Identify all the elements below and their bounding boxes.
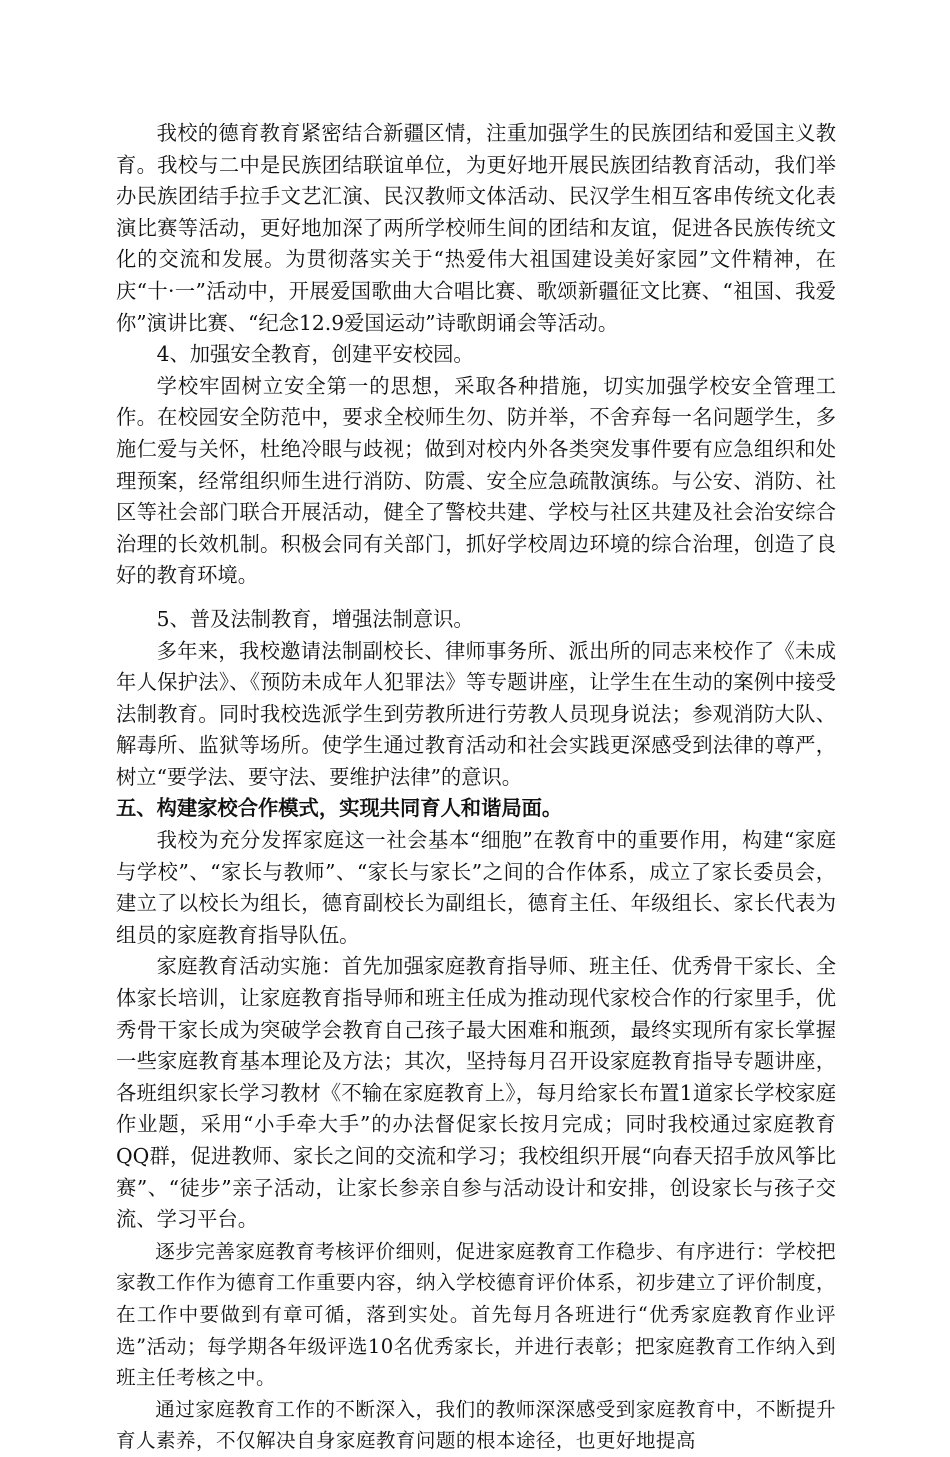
paragraph-evaluation-rules: 逐步完善家庭教育考核评价细则，促进家庭教育工作稳步、有序进行：学校把家教工作作为德育工作重要内容，纳入学校德育评价体系，初步建立了评价制度，在工作中要做到有章可循，落到实处。首先每月各班进行“优秀家庭教育作业评选”活动；每学期各年级评选10名优秀家长，并进行表彰；把家庭教育工作纳入到班主任考核之中。 — [116, 1239, 836, 1390]
paragraph-conclusion: 通过家庭教育工作的不断深入，我们的教师深深感受到家庭教育中，不断提升育人素养，不仅解决自身家庭教育问题的根本途径，也更好地提高 — [116, 1397, 836, 1453]
subheading-legal-education: 5、普及法制教育，增强法制意识。 — [156, 606, 474, 631]
paragraph-patriotic-education: 我校的德育教育紧密结合新疆区情，注重加强学生的民族团结和爱国主义教育。我校与二中是民族团结联谊单位，为更好地开展民族团结教育活动，我们举办民族团结手拉手文艺汇演、民汉教师文体活动、民汉学生相互客串传统文化表演比赛等活动，更好地加深了两所学校师生间的团结和友谊，促进各民族传统文化的交流和发展。为贯彻落实关于“热爱伟大祖国建设美好家园”文件精神，在庆“十·一”活动中，开展爱国歌曲大合唱比赛、歌颂新疆征文比赛、“祖国、我爱你”演讲比赛、“纪念12.9爱国运动”诗歌朗诵会等活动。 — [116, 121, 836, 335]
subheading-safety-education: 4、加强安全教育，创建平安校园。 — [156, 342, 474, 367]
paragraph-home-school-system: 我校为充分发挥家庭这一社会基本“细胞”在教育中的重要作用，构建“家庭与学校”、“家长与教师”、“家长与家长”之间的合作体系，成立了家长委员会，建立了以校长为组长，德育副校长为副组长，德育主任、年级组长、家长代表为组员的家庭教育指导队伍。 — [116, 828, 836, 947]
document-body — [116, 118, 836, 1457]
paragraph-safety-education: 学校牢固树立安全第一的思想，采取各种措施，切实加强学校安全管理工作。在校园安全防范中，要求全校师生勿、防并举，不舍弃每一名问题学生，多施仁爱与关怀，杜绝冷眼与歧视；做到对校内外各类突发事件要有应急组织和处理预案，经常组织师生进行消防、防震、安全应急疏散演练。与公安、消防、社区等社会部门联合开展活动，健全了警校共建、学校与社区共建及社会治安综合治理的长效机制。积极会同有关部门，抓好学校周边环境的综合治理，创造了良好的教育环境。 — [116, 373, 836, 588]
paragraph-legal-education: 多年来，我校邀请法制副校长、律师事务所、派出所的同志来校作了《未成年人保护法》、《预防未成年人犯罪法》等专题讲座，让学生在生动的案例中接受法制教育。同时我校选派学生到劳教所进行劳教人员现身说法；参观消防大队、解毒所、监狱等场所。使学生通过教育活动和社会实践更深感受到法律的尊严，树立“要学法、要守法、要维护法律”的意识。 — [116, 638, 836, 789]
paragraph-family-education-activities: 家庭教育活动实施：首先加强家庭教育指导师、班主任、优秀骨干家长、全体家长培训，让家庭教育指导师和班主任成为推动现代家校合作的行家里手，优秀骨干家长成为突破学会教育自己孩子最大困难和瓶颈，最终实现所有家长掌握一些家庭教育基本理论及方法；其次，坚持每月召开设家庭教育指导专题讲座，各班组织家长学习教材《不输在家庭教育上》，每月给家长布置1道家长学校家庭作业题，采用“小手牵大手”的办法督促家长按月完成；同时我校通过家庭教育QQ群，促进教师、家长之间的交流和学习；我校组织开展“向春天招手放风筝比赛”、“徒步”亲子活动，让家长参亲自参与活动设计和安排，创设家长与孩子交流、学习平台。 — [116, 954, 836, 1232]
section-heading-home-school: 五、构建家校合作模式，实现共同育人和谐局面。 — [116, 796, 563, 821]
